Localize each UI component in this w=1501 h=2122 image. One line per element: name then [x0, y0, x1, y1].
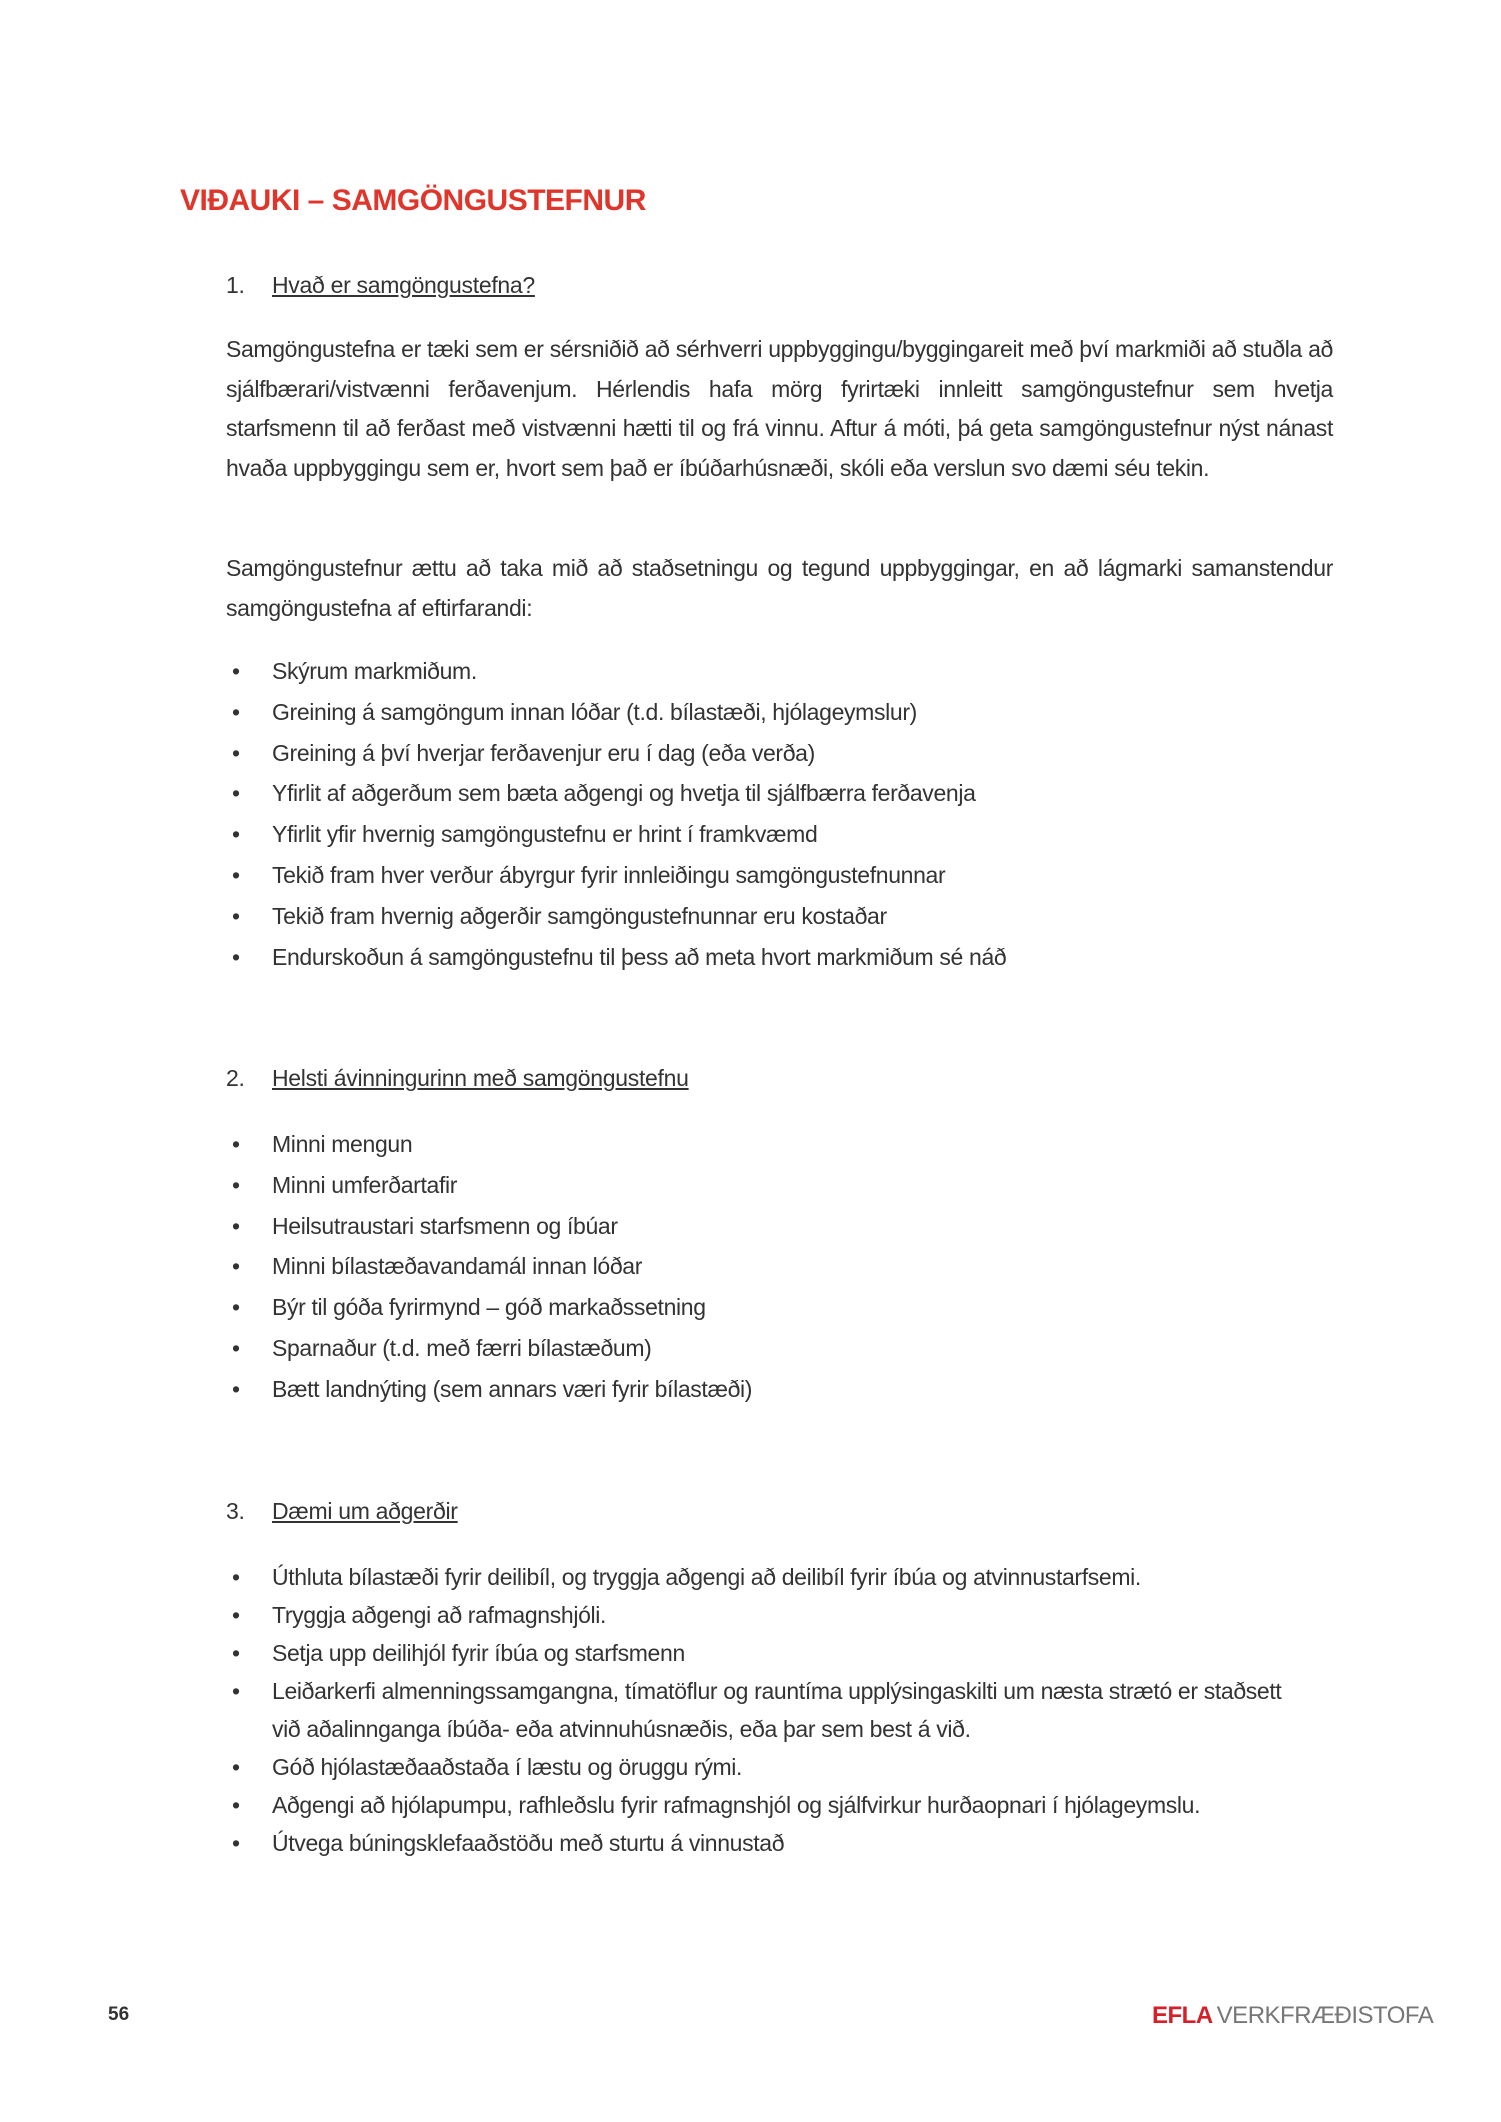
logo-suffix: VERKFRÆÐISTOFA	[1216, 2002, 1434, 2029]
list-item-text: Endurskoðun á samgöngustefnu til þess að meta hvort markmiðum sé náð	[272, 943, 1007, 970]
list-item	[226, 651, 1333, 692]
bullet-icon: •	[232, 1754, 240, 1780]
list-item	[226, 1748, 1306, 1786]
list-item	[226, 1369, 1333, 1410]
page-title: VIÐAUKI – SAMGÖNGUSTEFNUR	[180, 184, 646, 217]
bullet-icon: •	[232, 739, 240, 766]
section-number: 1.	[226, 272, 245, 298]
list-item	[226, 1596, 1306, 1634]
section-number: 2.	[226, 1065, 245, 1091]
logo-brand: EFLA	[1152, 2002, 1213, 2029]
list-item	[226, 692, 1333, 733]
list-item	[226, 1634, 1306, 1672]
list-item	[226, 1165, 1333, 1206]
list-item-text: Góð hjólastæðaaðstaða í læstu og öruggu rými.	[272, 1754, 743, 1780]
bullet-icon: •	[232, 1334, 240, 1361]
section-title: Helsti ávinningurinn með samgöngustefnu	[272, 1065, 689, 1091]
list-item	[226, 1124, 1333, 1165]
bullet-icon: •	[232, 1375, 240, 1402]
bullet-icon: •	[232, 1640, 240, 1666]
bullet-icon: •	[232, 698, 240, 725]
list-item-text: Býr til góða fyrirmynd – góð markaðssetning	[272, 1294, 706, 1321]
list-item	[226, 855, 1333, 896]
bullet-icon: •	[232, 1602, 240, 1628]
list-item-text: Bætt landnýting (sem annars væri fyrir bílastæði)	[272, 1375, 753, 1402]
list-item	[226, 733, 1333, 774]
list-item-text: Heilsutraustari starfsmenn og íbúar	[272, 1212, 618, 1239]
bullet-icon: •	[232, 1212, 240, 1239]
bullet-icon: •	[232, 1792, 240, 1818]
list-item	[226, 1558, 1306, 1596]
page-number: 56	[108, 2004, 130, 2025]
bullet-icon: •	[232, 780, 240, 807]
section-heading-1	[226, 272, 535, 299]
section-title: Dæmi um aðgerðir	[272, 1498, 458, 1524]
bullet-icon: •	[232, 861, 240, 888]
list-item-text: Greining á samgöngum innan lóðar (t.d. bílastæði, hjólageymslur)	[272, 698, 917, 725]
section-title: Hvað er samgöngustefna?	[272, 272, 535, 298]
list-item	[226, 1287, 1333, 1328]
list-item	[226, 1824, 1306, 1862]
bullet-icon: •	[232, 1564, 240, 1590]
list-item-text: Minni umferðartafir	[272, 1171, 458, 1198]
paragraph: Samgöngustefnur ættu að taka mið að staðsetningu og tegund uppbyggingar, en að lágmarki samanstendur samgöngustefna af eftirfarandi:	[226, 555, 1333, 621]
list-item	[226, 1328, 1333, 1369]
bullet-icon: •	[232, 1253, 240, 1280]
list-item-text: Yfirlit yfir hvernig samgöngustefnu er hrint í framkvæmd	[272, 821, 818, 848]
list-item-text: Greining á því hverjar ferðavenjur eru í dag (eða verða)	[272, 739, 815, 766]
benefits-list	[226, 1124, 1333, 1410]
bullet-icon: •	[232, 1294, 240, 1321]
list-item	[226, 896, 1333, 937]
section-heading-3	[226, 1498, 458, 1525]
paragraph: Samgöngustefna er tæki sem er sérsniðið að sérhverri uppbyggingu/byggingareit með því markmiði að stuðla að sjálfbærari/vistvænni ferðavenjum. Hérlendis hafa mörg fyrirtæki innleitt samgöngustefnur sem hvetja starfsmenn til að ferðast með vistvænni hætti til og frá vinnu. Aftur á móti, þá geta samgöngustefnur nýst nánast hvaða uppbyggingu sem er, hvort sem það er íbúðarhúsnæði, skóli eða verslun svo dæmi séu tekin.	[226, 336, 1333, 481]
list-item-text: Yfirlit af aðgerðum sem bæta aðgengi og hvetja til sjálfbærra ferðavenja	[272, 780, 976, 807]
list-item	[226, 773, 1333, 814]
bullet-icon: •	[232, 821, 240, 848]
list-item	[226, 1786, 1306, 1824]
list-item-text: Minni mengun	[272, 1131, 413, 1157]
bullet-icon: •	[232, 1171, 240, 1198]
section-heading-2	[226, 1065, 689, 1092]
list-item-text: Sparnaður (t.d. með færri bílastæðum)	[272, 1334, 652, 1361]
list-item	[226, 1246, 1333, 1287]
requirements-list	[226, 651, 1333, 977]
bullet-icon: •	[232, 943, 240, 970]
bullet-icon: •	[232, 902, 240, 929]
list-item	[226, 937, 1333, 978]
bullet-icon: •	[232, 658, 240, 684]
list-item-text: Tryggja aðgengi að rafmagnshjóli.	[272, 1602, 607, 1628]
list-item-text: Minni bílastæðavandamál innan lóðar	[272, 1253, 643, 1280]
list-item-text: Úthluta bílastæði fyrir deilibíl, og tryggja aðgengi að deilibíl fyrir íbúa og atvinnustarfsemi.	[272, 1564, 1141, 1590]
list-item-text: Leiðarkerfi almenningssamgangna, tímatöflur og rauntíma upplýsingaskilti um næsta strætó er staðsett við aðalinnganga íbúða- eða atvinnuhúsnæðis, eða þar sem best á við.	[272, 1678, 1282, 1742]
list-item-text: Skýrum markmiðum.	[272, 658, 477, 684]
list-item-text: Tekið fram hvernig aðgerðir samgöngustefnunnar eru kostaðar	[272, 902, 887, 929]
bullet-icon: •	[232, 1678, 240, 1704]
efla-logo	[1152, 2002, 1433, 2030]
list-item-text: Aðgengi að hjólapumpu, rafhleðslu fyrir rafmagnshjól og sjálfvirkur hurðaopnari í hjólageymslu.	[272, 1792, 1201, 1818]
list-item	[226, 1672, 1306, 1748]
bullet-icon: •	[232, 1131, 240, 1157]
list-item	[226, 1206, 1333, 1247]
list-item	[226, 814, 1333, 855]
list-item-text: Tekið fram hver verður ábyrgur fyrir innleiðingu samgöngustefnunnar	[272, 861, 946, 888]
list-item-text: Útvega búningsklefaaðstöðu með sturtu á vinnustað	[272, 1830, 785, 1856]
bullet-icon: •	[232, 1830, 240, 1856]
list-item-text: Setja upp deilihjól fyrir íbúa og starfsmenn	[272, 1640, 685, 1666]
actions-list	[226, 1558, 1306, 1862]
section-number: 3.	[226, 1498, 245, 1524]
